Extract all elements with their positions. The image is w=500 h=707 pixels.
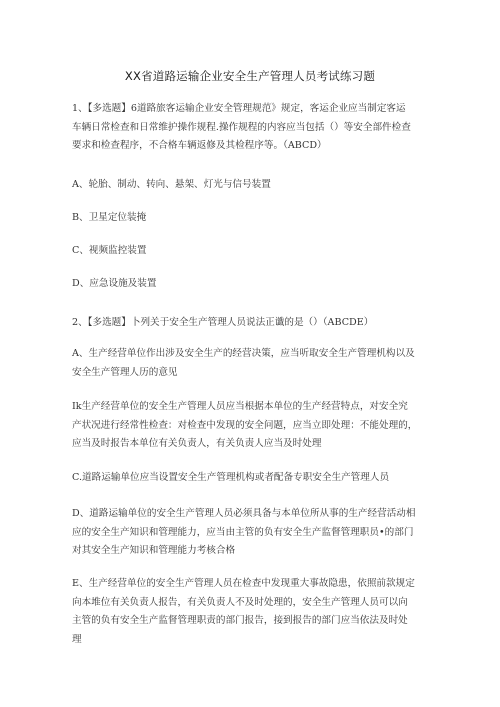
text-line: 对其安全生产知识和管理能力考核合格 <box>72 545 236 556</box>
text-line: C、视频监控装置 <box>72 245 147 256</box>
text-line: A、生产经营单位作出涉及安全生产的经营决策，应当听取安全生产管理机构以及 <box>72 348 415 359</box>
text-line: 安全生产管理人历的意见 <box>72 366 178 378</box>
question-2-stem <box>72 314 432 333</box>
page-title: XX省道路运输企业安全生产管理人员考试练习题 <box>124 69 376 83</box>
text-line: 要求和检查程序，不合格车辆返修及其检程序等。（ABCD） <box>72 140 327 151</box>
question-1-stem <box>72 100 432 156</box>
question-1-option-c <box>72 242 432 261</box>
text-line: D、道路运输单位的安全生产管理人员必须具备与本单位所从事的生产经营活动相 <box>72 508 416 519</box>
text-line: C.道路运输单位应当设置安全生产管理机构或者配备专职安全生产管理人员 <box>72 472 390 483</box>
text-line: A、轮胎、制动、转向、悬架、灯光与信号装置 <box>72 179 271 190</box>
text-line: 应的安全生产知识和管理能力，应当由主管的负有安全生产监督管理职员•的部门 <box>72 526 414 538</box>
question-2-option-c <box>72 469 432 488</box>
question-1-option-a <box>72 176 432 195</box>
question-2-option-e <box>72 575 432 649</box>
text-line: 1、【多选题】6道路旅客运输企业安全管理规范》规定，客运企业应当制定客运 <box>72 103 406 114</box>
text-line: 2、【多选题】卜列关于安全生产管理人员说法正谶的是（）（ABCDE） <box>72 317 374 328</box>
question-2-option-b <box>72 398 432 454</box>
text-line: 产状况进行经常性检查：对检查中发现的安全问题，应当立即处理：不能处理的， <box>72 419 418 431</box>
text-line: 应当及时报告本单位有关负责人，有关负责人应当及时处理 <box>72 438 322 449</box>
text-line: D、应急设施及装置 <box>72 278 157 289</box>
text-line: B、卫星定位装掩 <box>72 212 147 223</box>
text-line: 向本堆位有关负责人报告，有关负责人不及时处理的，安全生产管理人员可以向 <box>72 596 408 608</box>
text-line: Ik生产经营单位的安全生产管理人员应当根据本单位的生产经营特点，对安全究 <box>72 401 408 412</box>
question-1-option-b <box>72 209 432 228</box>
question-2-option-d <box>72 505 432 561</box>
question-2-option-a <box>72 345 432 382</box>
text-line: 理 <box>72 633 82 645</box>
text-line: 主管的负有安全生产监督管理职责的部门报告，接到报告的部门应当依法及时处 <box>72 615 408 626</box>
text-line: E、生产经营单位的安全生产管理人员在检查中发现重大事故隐患，依照前款规定 <box>72 578 415 589</box>
text-line: 车辆日常检查和日常维护操作规程.操作规程的内容应当包括（）等安全部件检查 <box>72 121 411 133</box>
question-1-option-d <box>72 275 432 294</box>
